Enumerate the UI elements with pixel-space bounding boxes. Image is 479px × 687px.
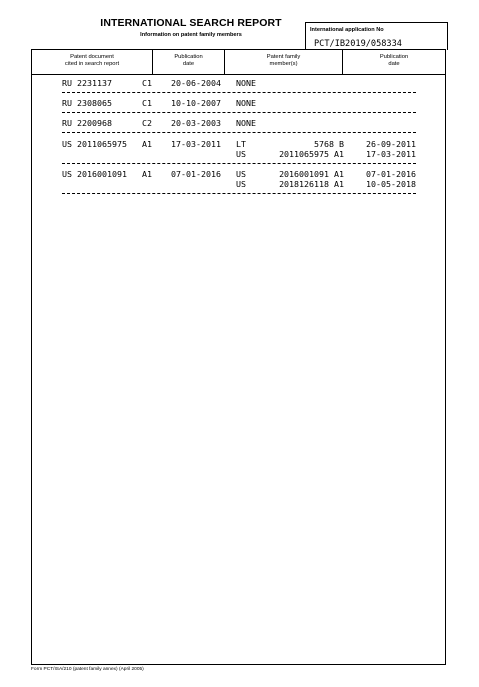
column-header-doc-line2: cited in search report (64, 61, 120, 67)
form-footer: Form PCT/ISA/210 (patent family annex) (April 2005) (31, 667, 144, 672)
kind-code: C1 (142, 78, 152, 88)
family-date: 26-09-2011 (366, 139, 416, 149)
family-number: 2011065975 A1 (279, 149, 344, 159)
column-header-famdate (343, 50, 445, 74)
cited-document: US 2016001091 (62, 169, 127, 179)
family-date: 10-05-2018 (366, 179, 416, 189)
cited-document: RU 2200968 (62, 118, 112, 128)
application-box (305, 22, 448, 50)
publication-date: 17-03-2011 (171, 139, 221, 149)
publication-date: 20-03-2003 (171, 118, 221, 128)
column-header-doc-line1: Patent document (70, 54, 114, 60)
family-country: US (236, 149, 246, 159)
column-header-pubdate-line2: date (182, 61, 195, 67)
application-label: International application No (310, 27, 384, 33)
column-header-famdate-line1: Publication (379, 54, 409, 60)
column-header-family-line2: member(s) (269, 61, 298, 67)
cited-document: RU 2231137 (62, 78, 112, 88)
application-number: PCT/IB2019/058334 (314, 39, 402, 49)
family-number: 2018126118 A1 (279, 179, 344, 189)
cited-document: RU 2308065 (62, 98, 112, 108)
row-separator (62, 112, 416, 113)
report-title: INTERNATIONAL SEARCH REPORT (100, 17, 282, 29)
column-header-famdate-line2: date (388, 61, 400, 67)
family-country: US (236, 169, 246, 179)
cited-document: US 2011065975 (62, 139, 127, 149)
column-header-pubdate (153, 50, 224, 74)
family-country: NONE (236, 118, 256, 128)
family-date: 07-01-2016 (366, 169, 416, 179)
publication-date: 07-01-2016 (171, 169, 221, 179)
row-separator (62, 163, 416, 164)
family-country: NONE (236, 78, 256, 88)
family-number: 5768 B (314, 139, 344, 149)
row-separator (62, 132, 416, 133)
column-header-doc (32, 50, 152, 74)
publication-date: 10-10-2007 (171, 98, 221, 108)
column-header-pubdate-line1: Publication (174, 54, 203, 60)
kind-code: A1 (142, 169, 152, 179)
column-header-family (225, 50, 342, 74)
row-separator (62, 92, 416, 93)
row-separator (62, 193, 416, 194)
family-country: US (236, 179, 246, 189)
kind-code: A1 (142, 139, 152, 149)
family-country: NONE (236, 98, 256, 108)
report-subtitle: Information on patent family members (140, 32, 242, 38)
family-country: LT (236, 139, 246, 149)
column-header-family-line1: Patent family (266, 54, 301, 60)
kind-code: C1 (142, 98, 152, 108)
family-date: 17-03-2011 (366, 149, 416, 159)
publication-date: 20-06-2004 (171, 78, 221, 88)
family-number: 2016001091 A1 (279, 169, 344, 179)
kind-code: C2 (142, 118, 152, 128)
